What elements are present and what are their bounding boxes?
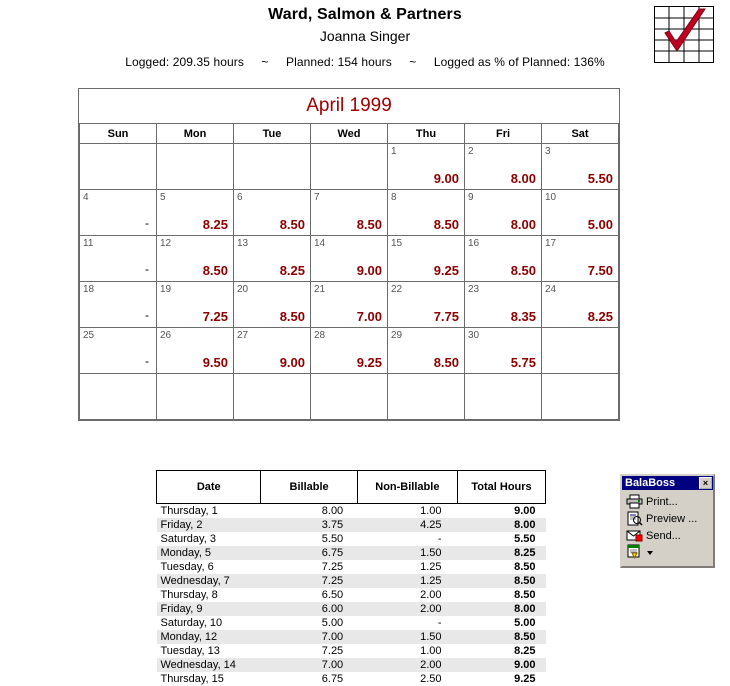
calendar-cell[interactable] xyxy=(465,190,542,236)
calendar-body xyxy=(80,144,619,420)
cell-date: Friday, 2 xyxy=(157,518,261,532)
calendar-day-value: 8.35 xyxy=(511,309,536,324)
calendar-day-value: 8.50 xyxy=(357,217,382,232)
table-row[interactable] xyxy=(157,574,546,588)
table-row[interactable] xyxy=(157,588,546,602)
hours-header-row xyxy=(157,471,546,504)
cell-billable: 5.00 xyxy=(261,616,357,630)
logo-svg xyxy=(655,7,713,62)
cell-nonbillable: 2.00 xyxy=(357,658,457,672)
toolbar-title-bar[interactable] xyxy=(622,476,713,490)
calendar-day-value: - xyxy=(145,308,149,322)
cell-total: 8.25 xyxy=(458,644,546,658)
cell-billable: 7.25 xyxy=(261,644,357,658)
cell-billable: 5.50 xyxy=(261,532,357,546)
calendar-day-value: 7.75 xyxy=(434,309,459,324)
toolbar-item-print-label: Print... xyxy=(646,496,678,508)
weekday-tue: Tue xyxy=(234,124,311,144)
calendar-day-number: 15 xyxy=(391,238,402,249)
weekday-wed: Wed xyxy=(311,124,388,144)
calendar-day-value: 5.00 xyxy=(588,217,613,232)
calendar-cell[interactable] xyxy=(234,236,311,282)
cell-nonbillable: 1.00 xyxy=(357,504,457,519)
cell-nonbillable: 1.50 xyxy=(357,630,457,644)
calendar-cell[interactable] xyxy=(311,236,388,282)
calendar-cell[interactable] xyxy=(388,236,465,282)
weekday-fri: Fri xyxy=(465,124,542,144)
cell-total: 8.50 xyxy=(458,574,546,588)
calendar-cell[interactable] xyxy=(157,374,234,420)
calendar-cell[interactable] xyxy=(388,374,465,420)
calendar-day-value: 7.00 xyxy=(357,309,382,324)
calendar-day-number: 20 xyxy=(237,284,248,295)
calendar-day-number: 26 xyxy=(160,330,171,341)
calendar-day-number: 28 xyxy=(314,330,325,341)
calendar-day-number: 1 xyxy=(391,146,397,157)
calendar-day-value: 8.00 xyxy=(511,171,536,186)
calendar-cell[interactable] xyxy=(311,144,388,190)
calendar-day-number: 16 xyxy=(468,238,479,249)
calendar-cell[interactable] xyxy=(157,282,234,328)
cell-nonbillable: 1.00 xyxy=(357,644,457,658)
cell-billable: 8.00 xyxy=(261,504,357,519)
calendar-cell[interactable] xyxy=(311,282,388,328)
calendar-day-number: 25 xyxy=(83,330,94,341)
calendar-day-value: 9.25 xyxy=(434,263,459,278)
cell-total: 9.00 xyxy=(458,504,546,519)
weekday-mon: Mon xyxy=(157,124,234,144)
calendar-day-number: 27 xyxy=(237,330,248,341)
calendar-day-value: 7.50 xyxy=(588,263,613,278)
cell-billable: 6.50 xyxy=(261,588,357,602)
cell-total: 5.50 xyxy=(458,532,546,546)
cell-date: Tuesday, 13 xyxy=(157,644,261,658)
cell-total: 8.50 xyxy=(458,588,546,602)
calendar-cell[interactable] xyxy=(465,374,542,420)
cell-date: Thursday, 8 xyxy=(157,588,261,602)
checkmark-grid-logo xyxy=(654,6,714,63)
cell-billable: 6.75 xyxy=(261,672,357,686)
cell-nonbillable: - xyxy=(357,616,457,630)
hours-table-body xyxy=(157,504,546,686)
calendar-grid xyxy=(79,124,619,420)
table-row[interactable] xyxy=(157,616,546,630)
calendar-cell[interactable] xyxy=(234,328,311,374)
calendar xyxy=(78,88,620,421)
calendar-cell[interactable] xyxy=(80,374,157,420)
table-row[interactable] xyxy=(157,560,546,574)
calendar-day-value: 7.25 xyxy=(203,309,228,324)
cell-date: Friday, 9 xyxy=(157,602,261,616)
separator-2: ~ xyxy=(409,55,416,69)
hours-table xyxy=(156,470,546,686)
calendar-day-number: 22 xyxy=(391,284,402,295)
report-header xyxy=(0,6,730,69)
table-row[interactable] xyxy=(157,546,546,560)
toolbar-item-send[interactable] xyxy=(626,527,711,544)
calendar-cell[interactable] xyxy=(388,144,465,190)
cell-billable: 7.00 xyxy=(261,658,357,672)
table-row[interactable] xyxy=(157,504,546,519)
calendar-day-number: 5 xyxy=(160,192,166,203)
calendar-cell[interactable] xyxy=(465,236,542,282)
cell-date: Monday, 12 xyxy=(157,630,261,644)
export-icon xyxy=(626,544,643,562)
calendar-cell[interactable] xyxy=(388,190,465,236)
calendar-day-number: 9 xyxy=(468,192,474,203)
calendar-day-value: 9.00 xyxy=(357,263,382,278)
calendar-day-value: 9.00 xyxy=(434,171,459,186)
preview-icon xyxy=(626,511,643,526)
toolbar-title-text: BalaBoss xyxy=(625,477,675,489)
calendar-day-number: 7 xyxy=(314,192,320,203)
calendar-cell[interactable] xyxy=(311,374,388,420)
calendar-day-value: 5.75 xyxy=(511,355,536,370)
calendar-day-number: 6 xyxy=(237,192,243,203)
calendar-cell[interactable] xyxy=(234,374,311,420)
calendar-cell[interactable] xyxy=(234,190,311,236)
cell-nonbillable: 1.25 xyxy=(357,574,457,588)
weekday-thu: Thu xyxy=(388,124,465,144)
calendar-cell[interactable] xyxy=(311,190,388,236)
calendar-cell[interactable] xyxy=(234,144,311,190)
calendar-day-value: 8.50 xyxy=(280,309,305,324)
calendar-cell[interactable] xyxy=(80,236,157,282)
person-name: Joanna Singer xyxy=(0,28,730,44)
cell-billable: 7.25 xyxy=(261,574,357,588)
cell-total: 8.50 xyxy=(458,560,546,574)
cell-billable: 6.00 xyxy=(261,602,357,616)
calendar-day-value: 9.25 xyxy=(357,355,382,370)
cell-total: 8.25 xyxy=(458,546,546,560)
toolbar-item-preview-label: Preview ... xyxy=(646,513,697,525)
calendar-cell[interactable] xyxy=(465,282,542,328)
calendar-cell[interactable] xyxy=(80,144,157,190)
calendar-day-number: 13 xyxy=(237,238,248,249)
calendar-cell[interactable] xyxy=(465,144,542,190)
cell-nonbillable: 4.25 xyxy=(357,518,457,532)
printer-icon xyxy=(626,494,643,509)
cell-total: 8.00 xyxy=(458,602,546,616)
calendar-week xyxy=(80,328,619,374)
table-row[interactable] xyxy=(157,532,546,546)
toolbar-item-send-label: Send... xyxy=(646,530,681,542)
calendar-day-value: 8.50 xyxy=(280,217,305,232)
calendar-title: April 1999 xyxy=(79,89,619,124)
calendar-day-value: 8.25 xyxy=(203,217,228,232)
calendar-cell[interactable] xyxy=(80,328,157,374)
summary-line xyxy=(0,55,730,69)
cell-date: Wednesday, 7 xyxy=(157,574,261,588)
cell-date: Thursday, 15 xyxy=(157,672,261,686)
weekday-sat: Sat xyxy=(542,124,619,144)
toolbar-body xyxy=(622,490,713,566)
calendar-cell[interactable] xyxy=(542,328,619,374)
calendar-cell[interactable] xyxy=(311,328,388,374)
logged-percent: Logged as % of Planned: 136% xyxy=(434,55,605,69)
calendar-day-number: 2 xyxy=(468,146,474,157)
calendar-cell[interactable] xyxy=(542,374,619,420)
calendar-cell[interactable] xyxy=(465,328,542,374)
cell-nonbillable: 2.00 xyxy=(357,602,457,616)
calendar-day-number: 19 xyxy=(160,284,171,295)
send-icon xyxy=(626,528,643,543)
cell-date: Monday, 5 xyxy=(157,546,261,560)
calendar-day-number: 12 xyxy=(160,238,171,249)
calendar-week xyxy=(80,190,619,236)
calendar-week xyxy=(80,144,619,190)
company-name: Ward, Salmon & Partners xyxy=(0,6,730,24)
calendar-cell[interactable] xyxy=(542,190,619,236)
calendar-cell[interactable] xyxy=(157,144,234,190)
calendar-day-number: 4 xyxy=(83,192,89,203)
calendar-day-number: 8 xyxy=(391,192,397,203)
column-header-total: Total Hours xyxy=(458,471,546,504)
calendar-cell[interactable] xyxy=(80,190,157,236)
calendar-day-value: - xyxy=(145,354,149,368)
table-row[interactable] xyxy=(157,644,546,658)
toolbar-item-print[interactable] xyxy=(626,493,711,510)
calendar-cell[interactable] xyxy=(542,282,619,328)
logged-hours: Logged: 209.35 hours xyxy=(125,55,244,69)
calendar-day-number: 29 xyxy=(391,330,402,341)
toolbar-item-export[interactable] xyxy=(626,544,711,562)
calendar-day-number: 23 xyxy=(468,284,479,295)
calendar-week xyxy=(80,282,619,328)
calendar-day-number: 10 xyxy=(545,192,556,203)
weekday-sun: Sun xyxy=(80,124,157,144)
cell-total: 5.00 xyxy=(458,616,546,630)
calendar-day-value: 8.25 xyxy=(280,263,305,278)
calendar-day-value: 9.00 xyxy=(280,355,305,370)
cell-total: 9.00 xyxy=(458,658,546,672)
cell-total: 9.25 xyxy=(458,672,546,686)
calendar-day-value: 8.25 xyxy=(588,309,613,324)
cell-date: Thursday, 1 xyxy=(157,504,261,519)
calendar-cell[interactable] xyxy=(542,236,619,282)
calendar-day-number: 30 xyxy=(468,330,479,341)
column-header-billable: Billable xyxy=(261,471,357,504)
cell-nonbillable: 1.25 xyxy=(357,560,457,574)
cell-nonbillable: 2.00 xyxy=(357,588,457,602)
separator-1: ~ xyxy=(261,55,268,69)
cell-billable: 7.00 xyxy=(261,630,357,644)
calendar-cell[interactable] xyxy=(80,282,157,328)
calendar-day-value: 8.50 xyxy=(511,263,536,278)
calendar-cell[interactable] xyxy=(388,282,465,328)
column-header-date: Date xyxy=(157,471,261,504)
calendar-cell[interactable] xyxy=(542,144,619,190)
calendar-day-number: 11 xyxy=(83,238,93,249)
toolbar-item-preview[interactable] xyxy=(626,510,711,527)
calendar-day-value: 5.50 xyxy=(588,171,613,186)
cell-date: Tuesday, 6 xyxy=(157,560,261,574)
calendar-day-value: 8.50 xyxy=(434,355,459,370)
planned-hours: Planned: 154 hours xyxy=(286,55,392,69)
calendar-week xyxy=(80,236,619,282)
calendar-day-value: 8.50 xyxy=(203,263,228,278)
cell-nonbillable: 1.50 xyxy=(357,546,457,560)
calendar-cell[interactable] xyxy=(388,328,465,374)
calendar-day-number: 24 xyxy=(545,284,556,295)
calendar-cell[interactable] xyxy=(157,190,234,236)
calendar-day-value: 8.00 xyxy=(511,217,536,232)
cell-total: 8.50 xyxy=(458,630,546,644)
chevron-down-icon[interactable] xyxy=(647,551,653,555)
calendar-day-value: 9.50 xyxy=(203,355,228,370)
hours-table-container xyxy=(156,470,546,686)
table-row[interactable] xyxy=(157,630,546,644)
cell-total: 8.00 xyxy=(458,518,546,532)
table-row[interactable] xyxy=(157,672,546,686)
table-row[interactable] xyxy=(157,602,546,616)
cell-date: Saturday, 3 xyxy=(157,532,261,546)
calendar-day-number: 14 xyxy=(314,238,325,249)
close-icon[interactable]: × xyxy=(699,477,712,489)
calendar-day-value: - xyxy=(145,216,149,230)
calendar-cell[interactable] xyxy=(157,328,234,374)
cell-nonbillable: 2.50 xyxy=(357,672,457,686)
table-row[interactable] xyxy=(157,658,546,672)
calendar-day-value: 8.50 xyxy=(434,217,459,232)
calendar-day-number: 18 xyxy=(83,284,94,295)
cell-billable: 6.75 xyxy=(261,546,357,560)
calendar-cell[interactable] xyxy=(234,282,311,328)
calendar-cell[interactable] xyxy=(157,236,234,282)
calendar-day-number: 3 xyxy=(545,146,551,157)
column-header-nonbillable: Non-Billable xyxy=(357,471,457,504)
cell-nonbillable: - xyxy=(357,532,457,546)
cell-billable: 3.75 xyxy=(261,518,357,532)
calendar-day-number: 21 xyxy=(314,284,325,295)
cell-date: Saturday, 10 xyxy=(157,616,261,630)
calendar-week xyxy=(80,374,619,420)
calendar-day-value: - xyxy=(145,262,149,276)
cell-billable: 7.25 xyxy=(261,560,357,574)
balaboss-toolbar-window[interactable] xyxy=(620,474,715,568)
calendar-weekday-row xyxy=(80,124,619,144)
cell-date: Wednesday, 14 xyxy=(157,658,261,672)
calendar-day-number: 17 xyxy=(545,238,556,249)
table-row[interactable] xyxy=(157,518,546,532)
